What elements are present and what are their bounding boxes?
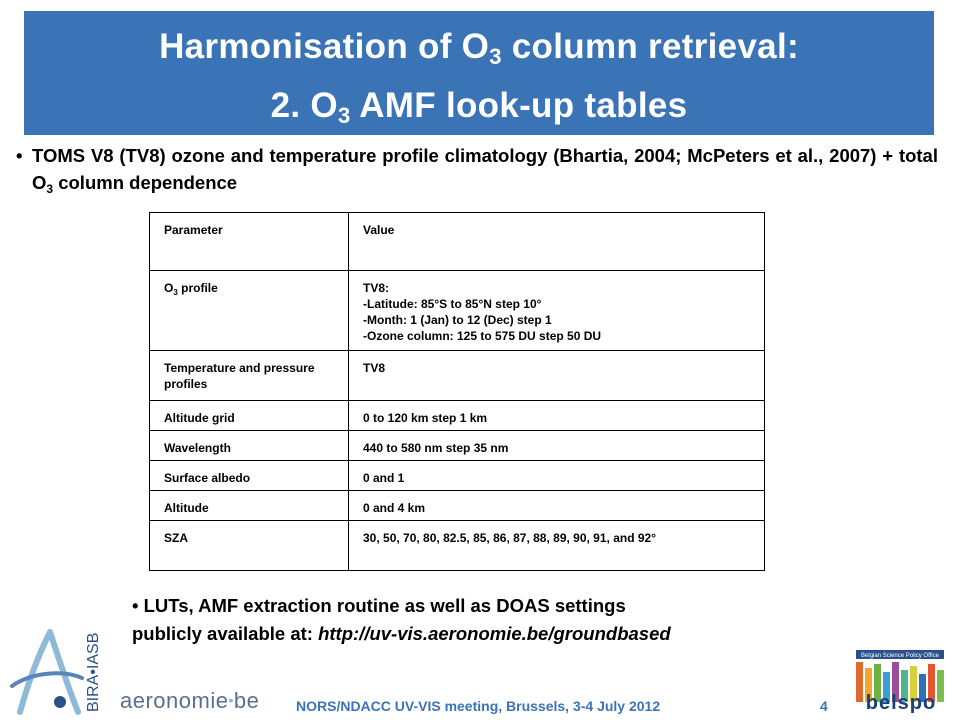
bullet-toms-climatology: • TOMS V8 (TV8) ozone and temperature profile climatology (Bhartia, 2004; McPeters et al., 2007) + total $O_3$ column dependence	[10, 142, 938, 203]
slide-title-banner	[24, 11, 934, 135]
table-cell-param: Wavelength	[150, 431, 349, 461]
value-title: TV8:	[363, 281, 390, 295]
belspo-wordmark: belspo	[865, 692, 937, 714]
bullet2-line2: publicly available at: http://uv-vis.aeronomie.be/groundbased	[132, 623, 671, 644]
table-cell-param: Surface albedo	[150, 461, 349, 491]
table-cell-value: 30, 50, 70, 80, 82.5, 85, 86, 87, 88, 89, 90, 91, and 92°	[349, 521, 765, 571]
bira-iasb-logo-icon	[6, 612, 102, 720]
table-cell-param: Altitude	[150, 491, 349, 521]
table-header-parameter: Parameter	[150, 213, 349, 271]
table-header-row	[150, 213, 765, 271]
table-row	[150, 461, 765, 491]
table-header-value: Value	[349, 213, 765, 271]
value-item-ozone-column: -Ozone column: 125 to 575 DU step 50 DU	[363, 329, 602, 343]
slide-title-line2: 2. $O_3$ AMF look-up tables	[270, 86, 688, 128]
table-cell-value	[349, 271, 765, 351]
aeronomie-be-wordmark: aeronomie•be	[120, 688, 260, 713]
value-item-month: -Month: 1 (Jan) to 12 (Dec) step 1	[363, 313, 552, 327]
bullet-luts-availability	[132, 592, 852, 648]
table-row	[150, 401, 765, 431]
bullet2-line1: • LUTs, AMF extraction routine as well as DOAS settings	[132, 595, 626, 616]
value-item-latitude: -Latitude: 85°S to 85°N step 10°	[363, 297, 542, 311]
table-cell-param: Altitude grid	[150, 401, 349, 431]
table-cell-value: 440 to 580 nm step 35 nm	[349, 431, 765, 461]
table-row	[150, 351, 765, 401]
table-row	[150, 431, 765, 461]
footer-meeting-text: NORS/NDACC UV-VIS meeting, Brussels, 3-4 July 2012	[296, 698, 661, 714]
table-cell-value: 0 to 120 km step 1 km	[349, 401, 765, 431]
slide-title-line1: Harmonisation of $O_3$ column retrieval:	[159, 27, 799, 69]
belspo-small-text: Belgian Science Policy Office	[861, 653, 939, 659]
bira-iasb-vertical-text: BIRA•IASB	[85, 632, 102, 712]
table-row	[150, 521, 765, 571]
table-row	[150, 491, 765, 521]
page-number: 4	[820, 698, 828, 714]
table-cell-value: 0 and 1	[349, 461, 765, 491]
table-cell-value: TV8	[349, 351, 765, 401]
bullet-dot: •	[16, 145, 23, 166]
table-cell-value: 0 and 4 km	[349, 491, 765, 521]
table-row	[150, 271, 765, 351]
parameter-table	[149, 212, 765, 571]
table-cell-param: SZA	[150, 521, 349, 571]
groundbased-url-link[interactable]: http://uv-vis.aeronomie.be/groundbased	[318, 623, 671, 644]
table-cell-param: $O_3$ profile	[150, 271, 349, 351]
table-cell-param: Temperature and pressure profiles	[150, 351, 349, 401]
